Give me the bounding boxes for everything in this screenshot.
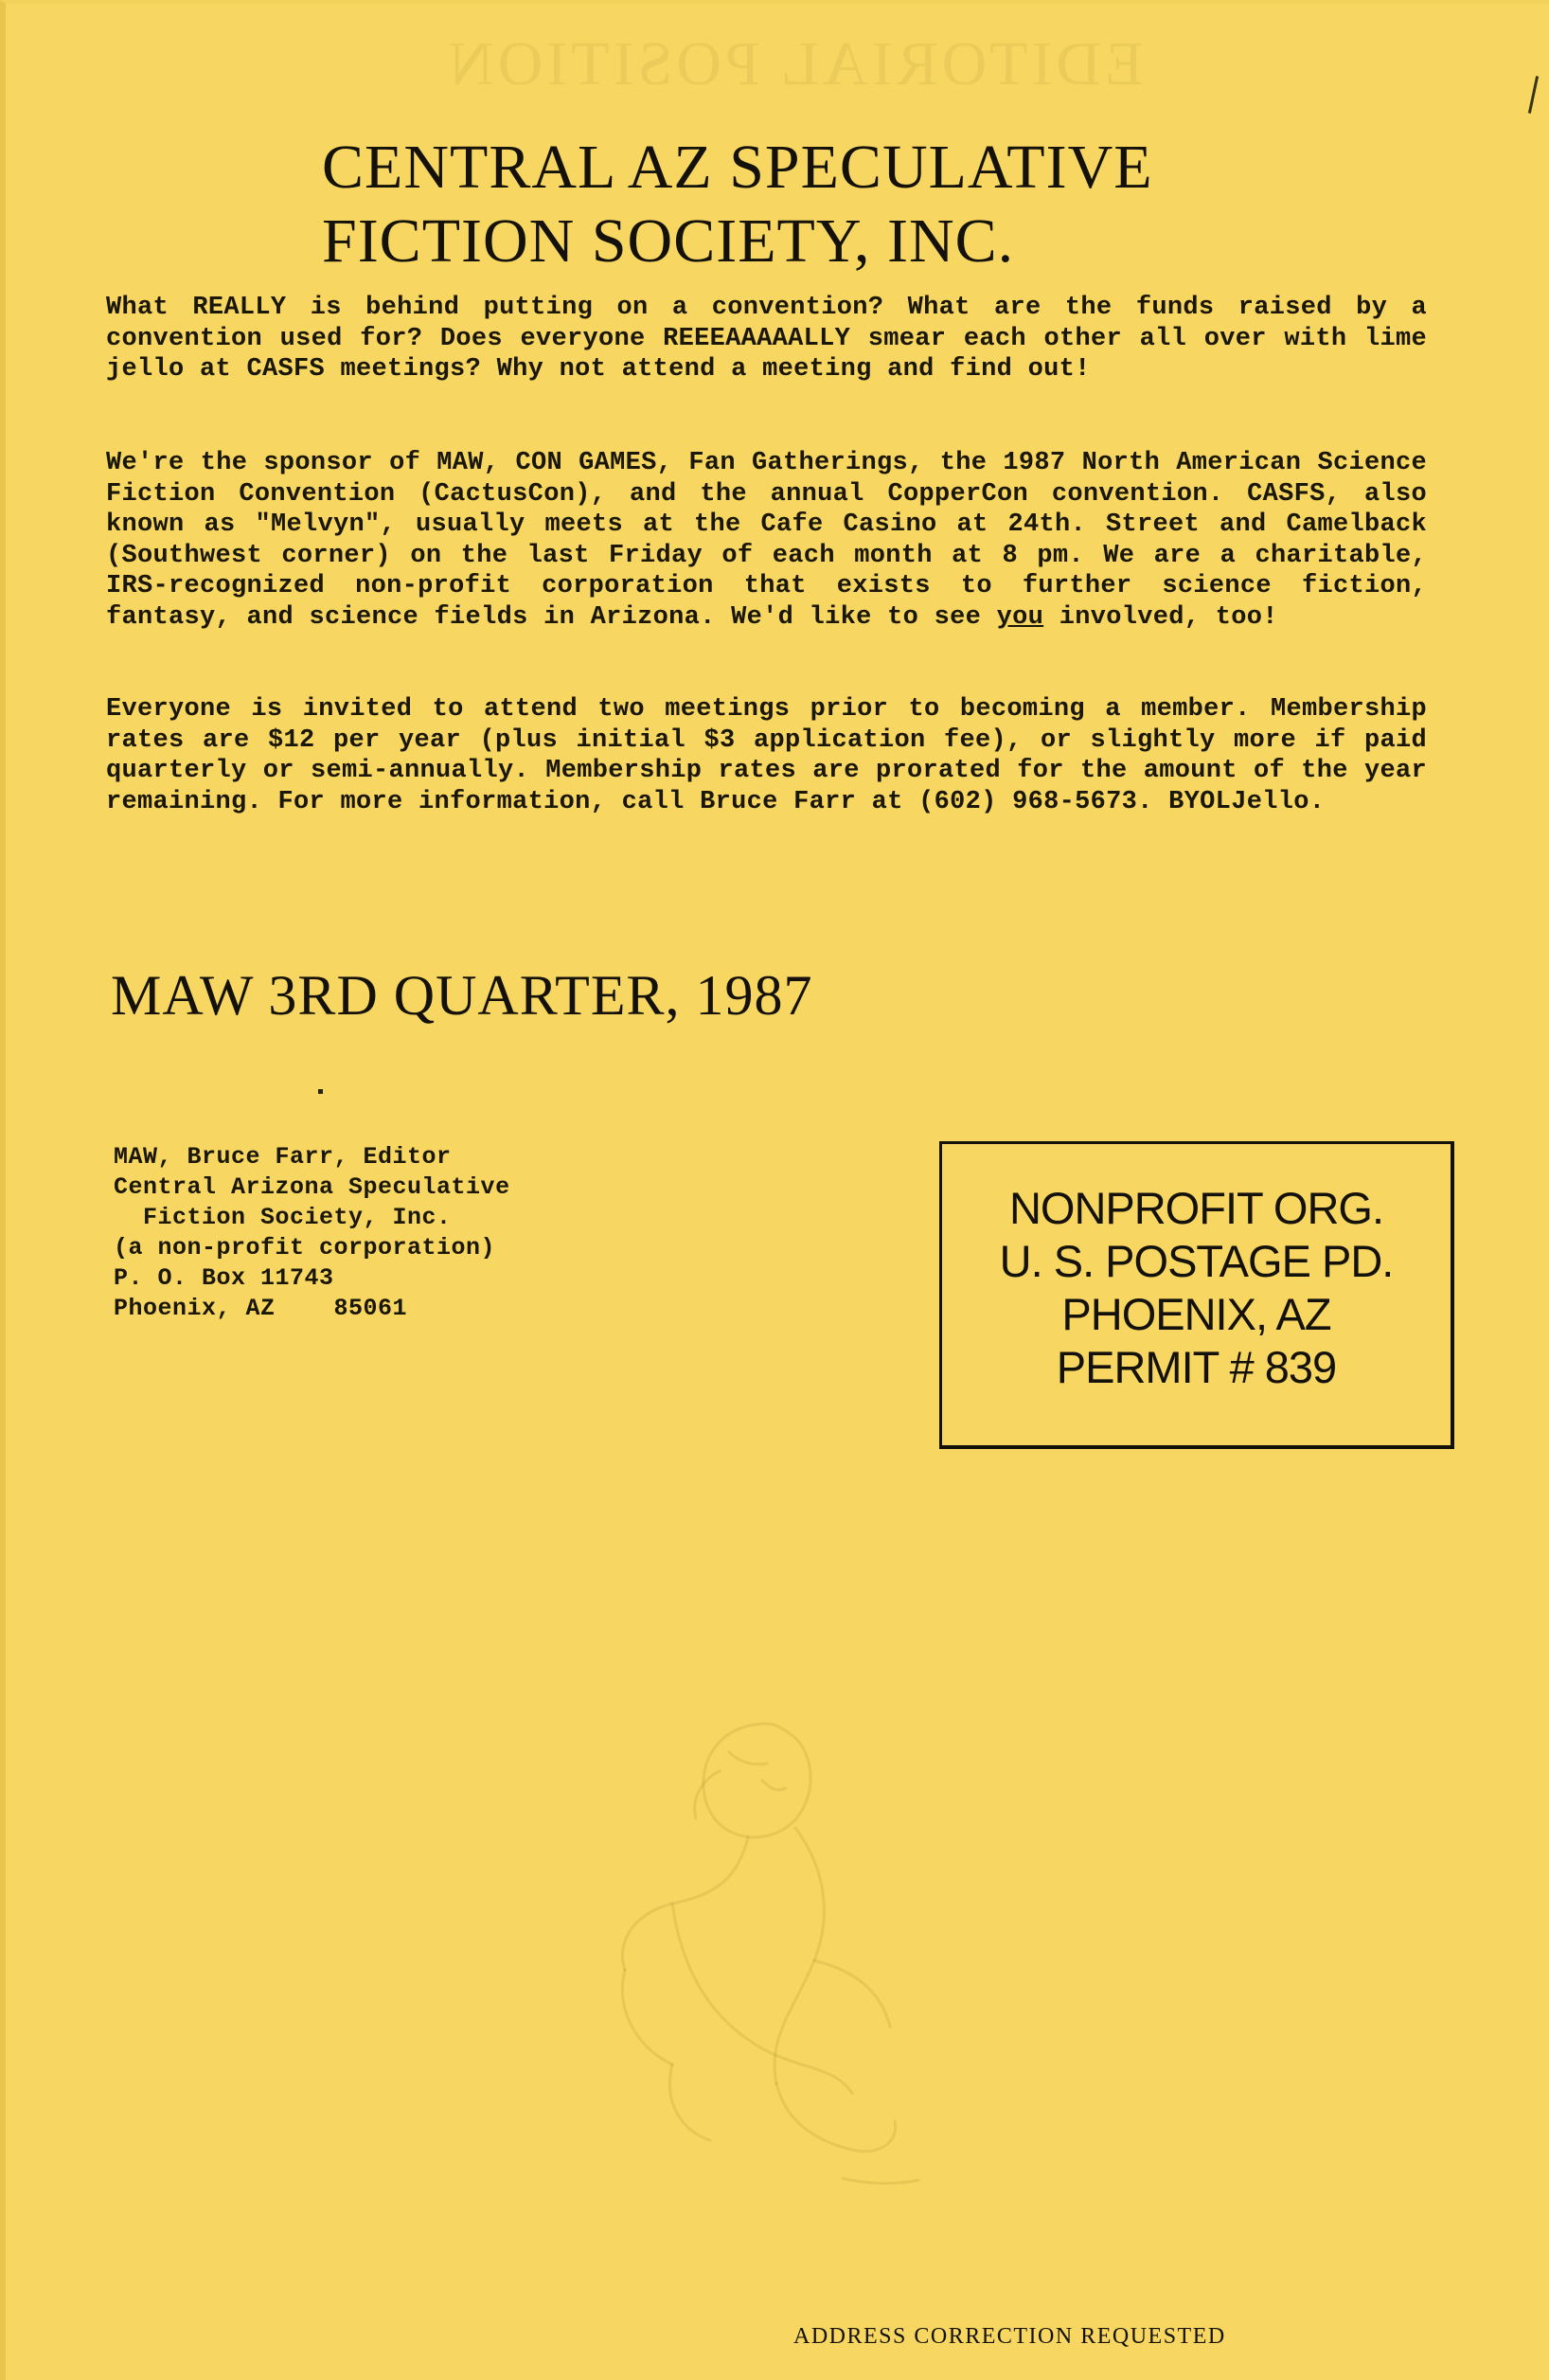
bleed-through-sketch (530, 1686, 1004, 2216)
society-title-line2: FICTION SOCIETY, INC. (322, 206, 1015, 276)
return-address-line: Fiction Society, Inc. (114, 1204, 452, 1231)
sponsor-paragraph-tail: involved, too! (1059, 602, 1278, 632)
return-address-line: Phoenix, AZ 85061 (114, 1295, 408, 1322)
return-address-line: P. O. Box 11743 (114, 1264, 334, 1292)
postage-indicia (939, 1141, 1454, 1449)
return-address-line: Central Arizona Speculative (114, 1173, 510, 1201)
corner-mark (1528, 76, 1539, 114)
sponsor-paragraph-emphasis: you (996, 602, 1044, 632)
intro-paragraph: What REALLY is behind putting on a convention? What are the funds raised by a convention used for? Does everyone REEEAAAAALLY smear each other all over with lime jello at CASFS meetings? Why not attend a meeting and find out! (106, 294, 1427, 384)
bleed-through-heading: EDITORIAL POSITION (445, 29, 1144, 98)
return-address-line: MAW, Bruce Farr, Editor (114, 1143, 452, 1171)
return-address-line: (a non-profit corporation) (114, 1234, 496, 1262)
sponsor-paragraph (106, 448, 1427, 633)
return-address (114, 1142, 510, 1324)
membership-paragraph: Everyone is invited to attend two meetings prior to becoming a member. Membership rates are $12 per year (plus initial $3 application fee), or slightly more if paid quarterly or semi-annually. Membership rates are prorated for the amount of the year remaining. For more information, call Bruce Farr at (602) 968-5673. BYOLJello. (106, 695, 1427, 816)
postage-line-permit: PERMIT # 839 (1056, 1342, 1337, 1392)
society-title-line1: CENTRAL AZ SPECULATIVE (322, 133, 1153, 202)
postage-line-org: NONPROFIT ORG. (1008, 1183, 1384, 1233)
address-correction-notice: ADDRESS CORRECTION REQUESTED (793, 2324, 1226, 2349)
postage-line-paid: U. S. POSTAGE PD. (999, 1236, 1394, 1286)
society-title (265, 131, 1326, 278)
stray-mark (318, 1089, 323, 1094)
sponsor-paragraph-text: We're the sponsor of MAW, CON GAMES, Fan Gatherings, the 1987 North American Science Fiction Convention (CactusCon), and the annual CopperCon convention. CASFS, also known as "Melvyn", usually meets at the Cafe Casino at 24th. Street and Camelback (Southwest corner) on the last Friday of each month at 8 pm. We are a charitable, IRS-recognized non-profit corporation that exists to further science fiction, fantasy, and science fields in Arizona. We'd like to see (106, 449, 1427, 632)
postage-line-city: PHOENIX, AZ (1061, 1289, 1331, 1339)
issue-title: MAW 3RD QUARTER, 1987 (111, 964, 813, 1027)
